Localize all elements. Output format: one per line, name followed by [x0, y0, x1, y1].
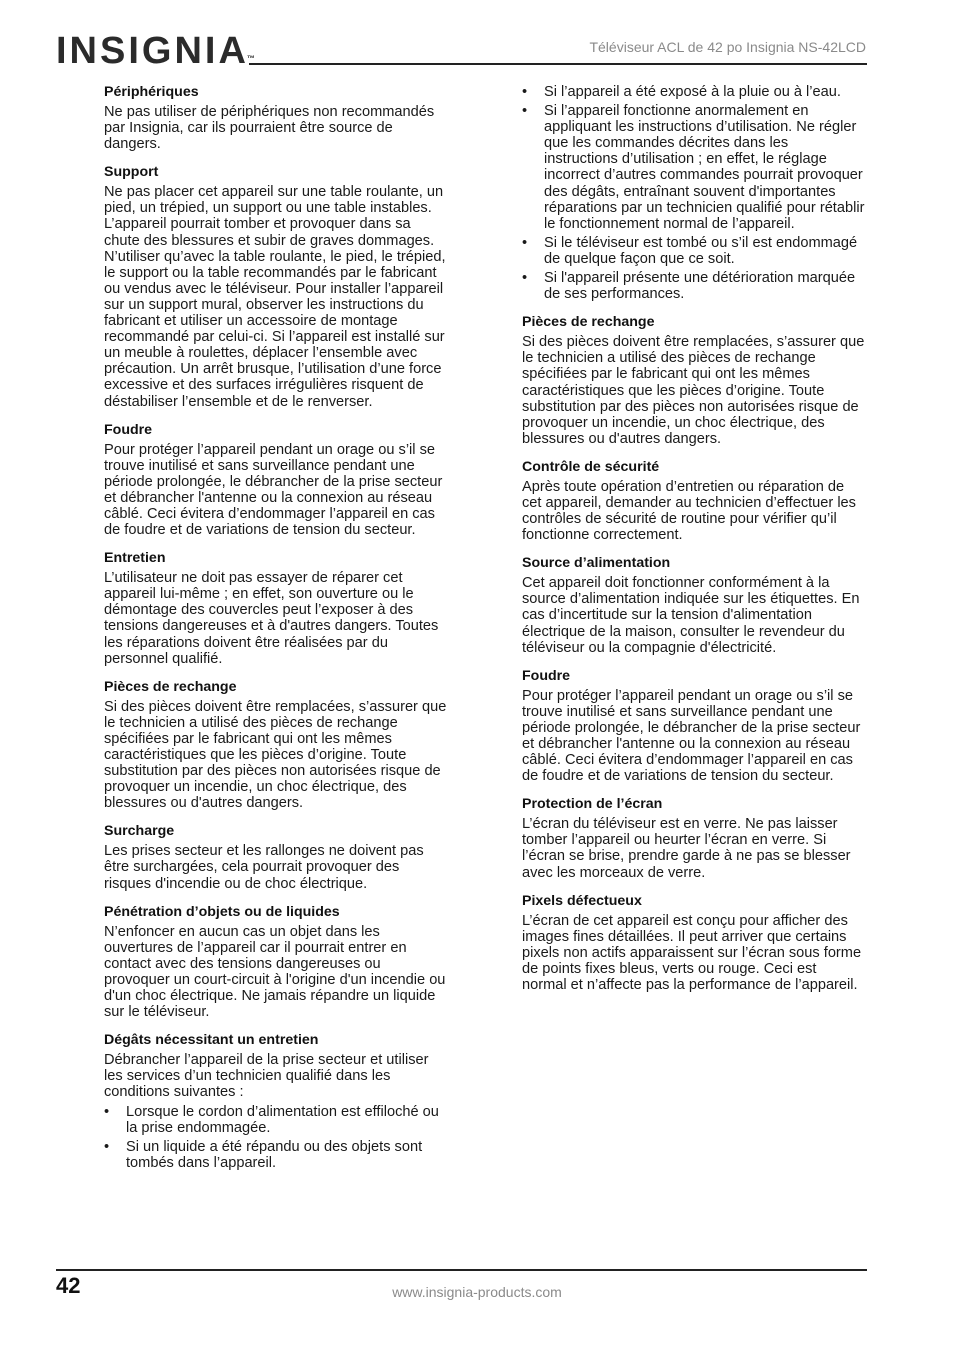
section-controle-securite	[522, 459, 865, 543]
section-text: L’écran de cet appareil est conçu pour afficher des images fines détaillées. Il peut arriver que certains pixels non actifs apparaissent sur l’écran sous forme de points fixes bleus, verts ou rouge. Ceci est normal et n’affecte pas la performance de l’appareil.	[522, 912, 862, 994]
bullet-item: • Si l'appareil présente une détérioration marquée de ses performances.	[522, 270, 865, 302]
footer-url: www.insignia-products.com	[392, 1284, 562, 1300]
section-text: Cet appareil doit fonctionner conformément à la source d’alimentation indiquée sur les étiquettes. En cas d’incertitude sur la tension d'alimentation électrique de la maison, consulter le revendeur du téléviseur ou la compagnie d'électricité.	[522, 575, 860, 656]
section-text: Si des pièces doivent être remplacées, s’assurer que le technicien a utilisé des pièces de rechange spécifiées par le fabricant qui ont les mêmes caractéristiques que les pièces d’origine. Toute substitution par des pièces non autorisées risque de provoquer un incendie, un choc électrique, des blessures ou d'autres dangers.	[104, 698, 447, 812]
insignia-logo	[56, 28, 257, 74]
section-peripheriques	[104, 84, 447, 152]
section-text: Les prises secteur et les rallonges ne doivent pas être surchargées, cela pourrait provoquer des risques d'incendie ou de choc électrique.	[104, 843, 424, 892]
section-text: Après toute opération d’entretien ou réparation de cet appareil, demander au technicien d’effectuer les contrôles de sécurité de routine pour vérifier qu’il fonctionne correctement.	[522, 478, 856, 544]
section-foudre	[104, 422, 447, 539]
section-source-alimentation	[522, 555, 865, 655]
section-heading: Foudre	[522, 667, 571, 684]
section-heading: Périphériques	[104, 84, 199, 100]
header-title: Téléviseur ACL de 42 po Insignia NS-42LCD	[589, 39, 866, 55]
bullet-item: • Si le téléviseur est tombé ou s’il est endommagé de quelque façon que ce soit.	[522, 235, 865, 267]
bullet-item: • Lorsque le cordon d’alimentation est effiloché ou la prise endommagée.	[104, 1104, 447, 1136]
section-heading: Pièces de rechange	[104, 678, 237, 695]
section-support	[104, 164, 447, 409]
right-column	[522, 84, 865, 1005]
section-text: Si des pièces doivent être remplacées, s’assurer que le technicien a utilisé des pièces de rechange spécifiées par le fabricant qui ont les mêmes caractéristiques que les pièces d’origine. Toute substitution par des pièces non autorisées risque de provoquer un incendie, un choc électrique, des blessures ou d'autres dangers.	[522, 334, 865, 447]
bullet-list	[522, 84, 865, 302]
section-pieces-de-rechange	[522, 314, 865, 447]
bullet-item: • Si l’appareil fonctionne anormalement en appliquant les instructions d’utilisation. Ne régler que les commandes décrites dans les instructions d’utilisation ; en effet, le réglage incorrect d’autres commandes pourrait provoquer des dégâts, entraînant souvent d'importantes réparations par un technicien qualifié pour rétablir le fonctionnement normal de l’appareil.	[522, 103, 865, 232]
section-surcharge	[104, 823, 447, 891]
section-text: L’écran du téléviseur est en verre. Ne pas laisser tomber l’appareil ou heurter l’écran en verre. Si l’écran se brise, prendre garde à ne pas se blesser avec les morceaux de verre.	[522, 816, 851, 881]
section-heading: Surcharge	[104, 823, 175, 840]
section-degats-entretien	[104, 1032, 447, 1171]
bullet-item: • Si l’appareil a été exposé à la pluie ou à l’eau.	[522, 84, 865, 100]
header-rule	[249, 63, 867, 65]
bullet-item: • Si un liquide a été répandu ou des objets sont tombés dans l’appareil.	[104, 1139, 447, 1171]
section-heading: Dégâts nécessitant un entretien	[104, 1032, 319, 1049]
section-heading: Source d’alimentation	[522, 555, 671, 572]
section-entretien	[104, 550, 447, 667]
section-foudre	[522, 668, 865, 785]
bullet-list	[104, 1104, 447, 1171]
section-heading: Pénétration d’objets ou de liquides	[104, 903, 340, 920]
logo-text: INSIGNIA	[56, 30, 249, 72]
section-penetration-objets	[104, 904, 447, 1021]
section-text: Pour protéger l’appareil pendant un orage ou s’il se trouve inutilisé et sans surveillance pendant une période prolongée, le débrancher de la prise secteur et débrancher l'antenne ou la connexion au réseau câblé. Ceci évitera d’endommager l’appareil en cas de foudre et de variations de tension du secteur.	[522, 687, 861, 785]
footer-rule	[56, 1269, 867, 1271]
section-heading: Foudre	[104, 421, 153, 438]
section-heading: Entretien	[104, 550, 166, 567]
section-heading: Contrôle de sécurité	[522, 458, 660, 475]
trademark-symbol: ™	[246, 54, 255, 63]
section-heading: Pièces de rechange	[522, 314, 655, 331]
left-column	[104, 84, 447, 1183]
section-text: Débrancher l’appareil de la prise secteur et utiliser les services d’un technicien qualifié dans les conditions suivantes :	[104, 1052, 429, 1101]
section-protection-ecran	[522, 796, 865, 880]
section-heading: Protection de l’écran	[522, 796, 663, 813]
section-text: N’enfoncer en aucun cas un objet dans les ouvertures de l’appareil car il pourrait entrer en contact avec des tensions dangereuses ou provoquer un court-circuit à l'origine d'un incendie ou d'un choc électrique. Ne jamais répandre un liquide sur le téléviseur.	[104, 923, 446, 1021]
section-text: Ne pas utiliser de périphériques non recommandés par Insignia, car ils pourraient être source de dangers.	[104, 104, 435, 153]
section-pieces-de-rechange	[104, 679, 447, 812]
section-heading: Pixels défectueux	[522, 892, 642, 909]
section-pixels-defectueux	[522, 893, 865, 993]
section-heading: Support	[104, 164, 159, 181]
section-text: Ne pas placer cet appareil sur une table roulante, un pied, un trépied, un support ou une table instables. L’appareil pourrait tomber et provoquer dans sa chute des blessures et subir de graves dommages. N’utiliser qu’avec la table roulante, le pied, le trépied, le support ou la table recommandés par le fabricant ou vendus avec le téléviseur. Pour installer l’appareil sur un support mural, observer les instructions du fabricant et utiliser un accessoire de montage recommandé par celui-ci. Si l’appareil est installé sur un meuble à roulettes, déplacer l’ensemble avec précaution. Un arrêt brusque, l’utilisation d’une force excessive et des surfaces irrégulières risquent de déstabiliser l’ensemble et de le renverser.	[104, 184, 446, 410]
section-text: Pour protéger l’appareil pendant un orage ou s’il se trouve inutilisé et sans surveillance pendant une période prolongée, le débrancher de la prise secteur et débrancher l'antenne ou la connexion au réseau câblé. Ceci évitera d’endommager l’appareil en cas de foudre et de variations de tension du secteur.	[104, 441, 443, 539]
page-number: 42	[56, 1273, 81, 1298]
section-text: L’utilisateur ne doit pas essayer de réparer cet appareil lui-même ; en effet, son ouverture ou le démontage des couvercles peut l’exposer à des tensions dangereuses et à d'autres dangers. Toutes les réparations doivent être réalisées par du personnel qualifié.	[104, 570, 439, 667]
